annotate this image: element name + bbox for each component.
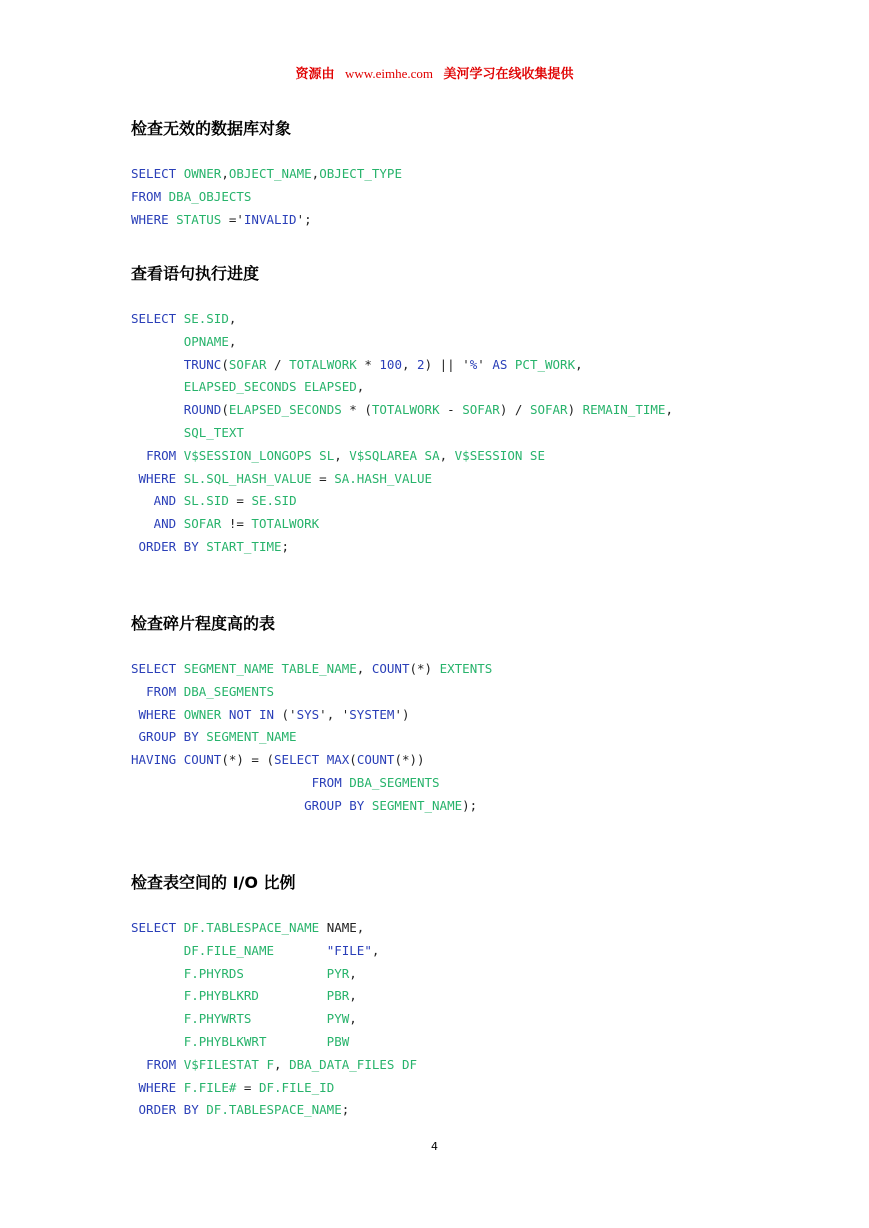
code-token: , (221, 166, 229, 181)
code-line (131, 772, 492, 795)
code-line (131, 1077, 417, 1100)
code-token: OBJECT_NAME (228, 166, 312, 181)
code-line (131, 1099, 417, 1122)
code-line (131, 963, 417, 986)
code-token: '; (296, 211, 312, 227)
code-block-statement-progress (131, 308, 673, 559)
code-token: ( (349, 752, 357, 768)
code-token: , (356, 379, 365, 395)
code-token: SE.SID (183, 311, 229, 326)
code-token: SEGMENT_NAME (206, 729, 297, 745)
code-token: ( (221, 356, 229, 372)
code-token: DBA_SEGMENTS (183, 683, 275, 699)
code-line (131, 1054, 417, 1077)
code-token: ROUND (183, 402, 222, 418)
code-token: FROM (146, 447, 184, 463)
code-token: GROUP BY (138, 729, 207, 745)
code-token (131, 425, 184, 440)
code-token: OWNER (183, 706, 229, 722)
code-token: SELECT (131, 920, 184, 935)
code-token: SOFAR (529, 402, 568, 418)
code-token: ); (462, 797, 478, 813)
code-token: GROUP BY (304, 797, 372, 813)
code-token: TOTALWORK (371, 402, 448, 418)
section-title-statement-progress: 查看语句执行进度 (131, 264, 260, 283)
code-token: HAVING (131, 752, 184, 768)
code-block-invalid-objects (131, 163, 402, 231)
code-token (131, 775, 312, 790)
code-token (131, 1080, 139, 1095)
code-token: , (371, 942, 380, 958)
section-title-invalid-objects: 检查无效的数据库对象 (131, 119, 292, 138)
code-line (131, 399, 673, 422)
code-token: != (228, 516, 252, 532)
code-token: ) (567, 402, 583, 418)
code-line (131, 331, 673, 354)
code-token: EXTENTS (439, 661, 493, 676)
code-line (131, 308, 673, 331)
code-line (131, 163, 402, 186)
code-token: ELAPSED_SECONDS (228, 402, 350, 418)
code-token: , (349, 965, 357, 981)
code-token: MAX (326, 752, 350, 768)
code-token: OBJECT_TYPE (319, 166, 402, 181)
code-line (131, 917, 417, 940)
code-token: ') (394, 706, 410, 722)
code-token (131, 1102, 139, 1117)
code-token: SQL_TEXT (183, 424, 244, 440)
code-token (131, 379, 184, 394)
code-token: (' (281, 706, 297, 722)
code-token: AND (153, 516, 184, 532)
code-token: WHERE (138, 1079, 184, 1095)
page-header (0, 63, 869, 82)
code-token: ', ' (319, 706, 350, 722)
code-token (131, 798, 304, 813)
code-token: =' (228, 211, 244, 227)
code-token: F.PHYBLKWRT PBW (183, 1033, 350, 1049)
code-token: COUNT (371, 661, 410, 676)
code-token (131, 707, 139, 722)
code-token: FROM (146, 683, 184, 699)
code-token: F.PHYWRTS PYW (183, 1011, 350, 1027)
code-token: ( (221, 402, 229, 418)
code-token: ' (477, 356, 493, 372)
code-line (131, 681, 492, 704)
code-token: OPNAME (183, 333, 229, 349)
code-token: OWNER (183, 166, 222, 181)
code-token: , (311, 166, 320, 181)
code-token: "FILE" (326, 942, 372, 958)
code-token: COUNT (183, 752, 222, 768)
code-line (131, 704, 492, 727)
code-line (131, 726, 492, 749)
code-token: ; (281, 538, 290, 554)
code-token: SELECT (131, 661, 184, 676)
code-line (131, 186, 402, 209)
code-token: ) / (499, 402, 530, 418)
code-token: ORDER BY (138, 1102, 207, 1118)
code-token (131, 516, 154, 531)
code-token (131, 402, 184, 417)
code-line (131, 658, 492, 681)
page-number: 4 (431, 1140, 438, 1153)
code-token: ELAPSED_SECONDS ELAPSED (183, 379, 357, 395)
code-token (131, 448, 146, 463)
code-token: DF.FILE_ID (258, 1079, 335, 1095)
code-token: , (439, 447, 455, 463)
code-token (131, 1011, 184, 1026)
code-line (131, 376, 673, 399)
code-token: * (364, 356, 380, 372)
code-token: V$FILESTAT F (183, 1056, 275, 1072)
code-token: INVALID (243, 211, 297, 227)
code-line (131, 422, 673, 445)
code-token: , (575, 356, 583, 372)
code-token: WHERE (131, 211, 177, 227)
code-token: F.PHYBLKRD PBR (183, 988, 350, 1004)
code-token: SELECT (131, 166, 184, 181)
code-token: V$SQLAREA SA (349, 447, 440, 463)
code-token: ) || ' (424, 356, 470, 372)
code-token (131, 966, 184, 981)
code-token: FROM (311, 774, 350, 790)
code-token (131, 493, 154, 508)
code-token: START_TIME (206, 538, 282, 554)
code-line (131, 985, 417, 1008)
code-token: AS (492, 356, 515, 372)
code-token: , (334, 447, 350, 463)
code-token: SE.SID (251, 493, 297, 509)
code-token: = (319, 470, 335, 486)
code-token (131, 684, 146, 699)
code-token: SOFAR (183, 516, 229, 532)
code-token: / (274, 356, 290, 372)
code-token: V$SESSION_LONGOPS SL (183, 447, 335, 463)
code-token (131, 1034, 184, 1049)
code-token: , (228, 333, 237, 349)
code-token: FROM (131, 188, 169, 204)
code-token: SOFAR (462, 402, 500, 418)
code-token: SEGMENT_NAME (371, 797, 463, 813)
code-token (131, 988, 184, 1003)
code-line (131, 795, 492, 818)
code-token: AND (153, 493, 184, 509)
code-token: 2 (417, 356, 425, 372)
section-title-tablespace-io: 检查表空间的 I/O 比例 (131, 873, 296, 892)
code-token: SL.SQL_HASH_VALUE (183, 470, 320, 486)
code-token: TRUNC (183, 356, 222, 372)
code-block-tablespace-io (131, 917, 417, 1122)
code-token: , (356, 661, 372, 676)
code-token: DF.TABLESPACE_NAME (183, 920, 327, 935)
header-site-link[interactable]: www.eimhe.com (345, 66, 433, 81)
code-token: NAME, (326, 920, 365, 935)
code-token: * ( (349, 402, 372, 418)
code-token (131, 471, 139, 486)
code-token (131, 729, 139, 744)
code-line (131, 209, 402, 232)
code-token: SYS (296, 706, 320, 722)
code-token: 100 (379, 356, 402, 372)
code-token: DBA_DATA_FILES DF (289, 1056, 418, 1072)
code-token: REMAIN_TIME (582, 402, 666, 418)
code-token: FROM (146, 1056, 184, 1072)
code-token (131, 357, 184, 372)
code-token: SEGMENT_NAME TABLE_NAME (183, 661, 357, 676)
code-token: , (228, 311, 237, 326)
code-line (131, 1031, 417, 1054)
code-token: = (243, 1079, 259, 1095)
code-token: ORDER BY (138, 538, 207, 554)
code-token: , (349, 1011, 357, 1027)
code-token: NOT IN (228, 706, 282, 722)
code-token: , (665, 402, 673, 418)
code-token: TOTALWORK (251, 516, 320, 532)
code-token: - (447, 402, 463, 418)
code-token: WHERE (138, 706, 184, 722)
code-token: ; (341, 1102, 350, 1118)
code-line (131, 354, 673, 377)
code-token: COUNT (356, 752, 395, 768)
code-token (131, 943, 184, 958)
code-token: SA.HASH_VALUE (334, 470, 433, 486)
code-token: STATUS (176, 211, 229, 227)
code-line (131, 1008, 417, 1031)
code-token: DBA_SEGMENTS (349, 774, 440, 790)
code-line (131, 749, 492, 772)
code-token: F.PHYRDS PYR (183, 965, 350, 981)
code-token: SL.SID (183, 493, 237, 509)
code-line (131, 513, 673, 536)
code-token: V$SESSION SE (454, 447, 545, 463)
code-token (131, 1057, 146, 1072)
code-line (131, 940, 417, 963)
code-token: TOTALWORK (289, 356, 365, 372)
code-token: SOFAR (228, 356, 275, 372)
code-token: SELECT (131, 311, 184, 326)
section-title-fragmented-tables: 检查碎片程度高的表 (131, 614, 276, 633)
code-token: F.FILE# (183, 1079, 244, 1095)
code-block-fragmented-tables (131, 658, 492, 818)
code-token: (*) (409, 661, 440, 676)
code-token: DF.FILE_NAME (183, 942, 327, 958)
code-token: DF.TABLESPACE_NAME (206, 1102, 342, 1118)
code-token: = (236, 493, 252, 509)
code-token: , (274, 1056, 290, 1072)
code-line (131, 490, 673, 513)
code-token: , (349, 988, 357, 1004)
code-line (131, 445, 673, 468)
header-prefix: 资源由 (295, 67, 335, 82)
code-line (131, 536, 673, 559)
code-token: , (401, 356, 418, 372)
code-token: PCT_WORK (514, 356, 576, 372)
code-token: WHERE (138, 470, 184, 486)
code-token: DBA_OBJECTS (168, 188, 252, 204)
code-token: (*)) (394, 752, 425, 768)
code-token: % (469, 356, 478, 372)
code-line (131, 468, 673, 491)
code-token (131, 334, 184, 349)
header-suffix: 美河学习在线收集提供 (443, 67, 574, 82)
code-token: (*) = ( (221, 752, 275, 768)
code-token: SYSTEM (349, 706, 395, 722)
code-token: SELECT (274, 752, 327, 768)
code-token (131, 539, 139, 554)
